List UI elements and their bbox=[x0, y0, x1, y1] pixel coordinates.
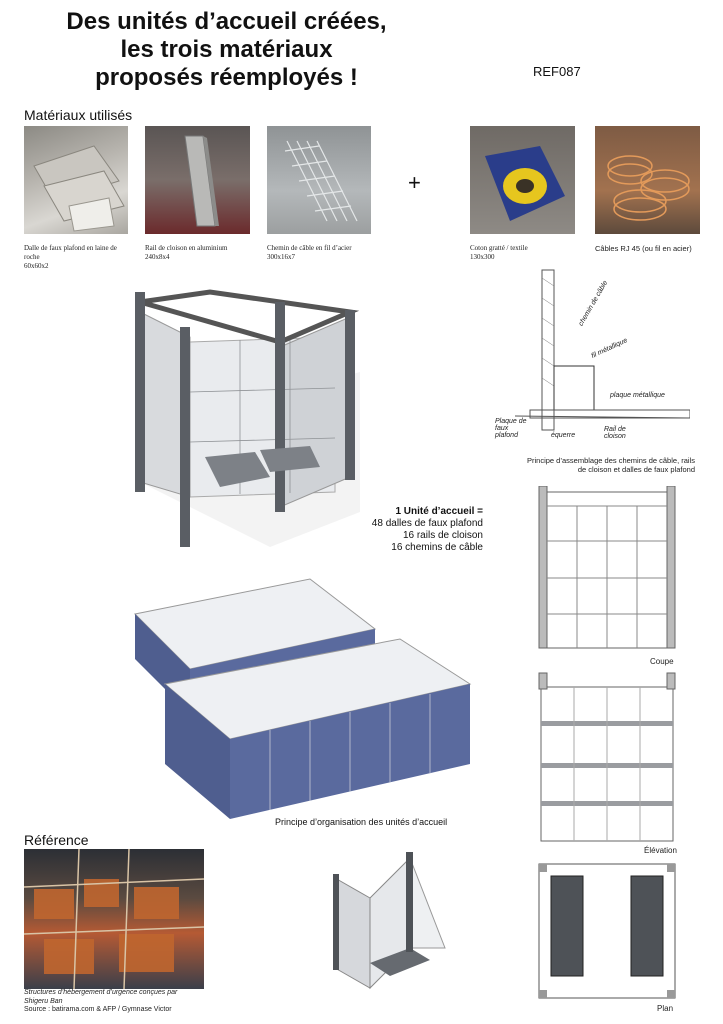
cable-tray-drawing bbox=[267, 126, 371, 234]
rj45-cables-photo bbox=[595, 126, 700, 234]
reference-heading: Référence bbox=[24, 832, 89, 848]
sketch-annotation: équerre bbox=[551, 432, 576, 439]
unit-equation-head: 1 Unité d’accueil = bbox=[395, 506, 483, 517]
cable-tray-photo bbox=[267, 126, 371, 234]
plus-sign: + bbox=[408, 170, 421, 195]
title-line-2: les trois matériaux bbox=[120, 36, 333, 63]
reference-caption: Structures d’hébergement d’urgence conçues par Shigeru Ban Source : batirama.com & AFP / Gymnase Victor bbox=[24, 989, 178, 1013]
material-caption-1: Dalle de faux plafond en laine de roche 60x60x2 bbox=[24, 244, 117, 270]
sketch-annotation: chemin de câble bbox=[577, 279, 610, 328]
sketch-annotation: fil métallique bbox=[590, 337, 629, 360]
cable-coils-drawing bbox=[595, 126, 700, 234]
material-caption-3: Chemin de câble en fil d’acier 300x16x7 bbox=[267, 244, 352, 261]
material-caption-4: Coton gratté / textile 130x300 bbox=[470, 244, 528, 261]
textile-photo bbox=[470, 126, 575, 234]
elevation-label: Élévation bbox=[644, 846, 677, 855]
sketch-annotation: Plaque de faux plafond bbox=[495, 418, 527, 439]
aluminium-rail-photo bbox=[145, 126, 250, 234]
section-label: Coupe bbox=[650, 657, 674, 666]
organisation-render bbox=[130, 574, 475, 824]
elevation-drawing bbox=[537, 671, 677, 843]
material-caption-5: Câbles RJ 45 (ou fil en acier) bbox=[595, 244, 692, 253]
organisation-caption: Principe d’organisation des unités d’accueil bbox=[275, 817, 448, 827]
section-drawing bbox=[537, 486, 677, 654]
ceiling-tile-drawing bbox=[24, 126, 128, 234]
materials-heading: Matériaux utilisés bbox=[24, 107, 133, 123]
poster-title bbox=[0, 8, 453, 92]
unit-equation-line: 48 dalles de faux plafond bbox=[371, 518, 483, 529]
ceiling-tile-photo bbox=[24, 126, 128, 234]
sketch-caption: Principe d’assemblage des chemins de câble, rails de cloison et dalles de faux plafond bbox=[526, 456, 695, 474]
plan-drawing bbox=[537, 862, 677, 1000]
aluminium-rail-drawing bbox=[145, 126, 250, 234]
unit-equation-line: 16 rails de cloison bbox=[402, 530, 483, 541]
title-line-3: proposés réemployés ! bbox=[95, 64, 358, 91]
title-line-1: Des unités d’accueil créées, bbox=[66, 8, 387, 35]
unit-corner-render bbox=[330, 848, 448, 996]
material-caption-2: Rail de cloison en aluminium 240x8x4 bbox=[145, 244, 228, 261]
unit-equation-line: 16 chemins de câble bbox=[391, 542, 483, 553]
unit-equation bbox=[323, 506, 483, 554]
reference-photo-drawing bbox=[24, 849, 204, 989]
reference-photo bbox=[24, 849, 204, 989]
reference-code: REF087 bbox=[533, 64, 581, 79]
sketch-annotation: plaque métallique bbox=[610, 392, 665, 399]
sketch-annotation: Rail de cloison bbox=[604, 426, 626, 440]
plan-label: Plan bbox=[657, 1004, 674, 1013]
textile-drawing bbox=[470, 126, 575, 234]
